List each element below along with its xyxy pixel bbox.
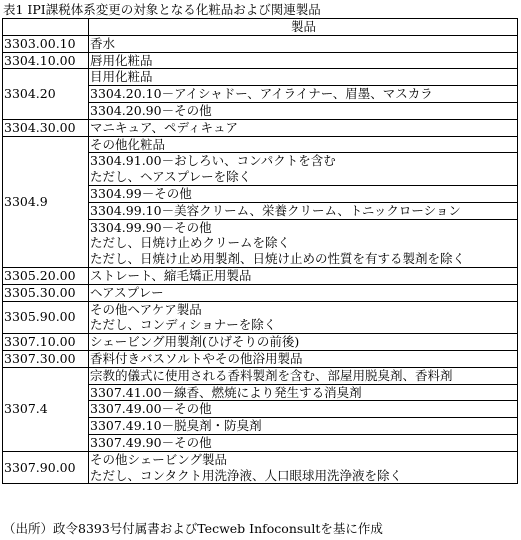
product-description: [89, 451, 518, 484]
product-description: 唇用化粧品: [89, 52, 518, 69]
product-line: 宗教的儀式に使用される香料製剤を含む、部屋用脱臭剤、香料剤: [90, 367, 453, 383]
products-table: [2, 18, 518, 484]
product-description: 香水: [89, 35, 518, 52]
product-line: 3304.91.00－おしろい、コンパクトを含む: [89, 152, 517, 169]
table-row: [3, 350, 518, 367]
product-description: ストレート、縮毛矯正用製品: [89, 267, 518, 284]
hs-code: 3305.30.00: [3, 284, 89, 301]
table-row: [3, 451, 518, 484]
table-row: [3, 136, 518, 267]
header-product: 製品: [89, 19, 518, 36]
source-note: （出所）政令8393号付属書およびTecweb Infoconsultを基に作成: [3, 521, 383, 536]
table-row: [3, 119, 518, 136]
product-line: 3304.99－その他: [89, 185, 517, 202]
table-row: [3, 267, 518, 284]
product-description: ヘアスプレー: [89, 284, 518, 301]
table-row: [3, 284, 518, 301]
product-description: [89, 69, 518, 119]
product-line: その他化粧品: [90, 136, 166, 152]
product-line: 目用化粧品: [90, 69, 153, 85]
hs-code: 3305.20.00: [3, 267, 89, 284]
product-description: 香料付きバスソルトやその他浴用製品: [89, 350, 518, 367]
hs-code: 3303.00.10: [3, 35, 89, 52]
product-line: その他ヘアケア製品: [90, 301, 202, 317]
hs-code: 3304.30.00: [3, 119, 89, 136]
hs-code: 3307.10.00: [3, 334, 89, 351]
product-line: 3304.99.90－その他: [89, 219, 517, 236]
product-description: [89, 136, 518, 267]
table-row: [3, 52, 518, 69]
hs-code: 3305.90.00: [3, 301, 89, 334]
hs-code: 3307.30.00: [3, 350, 89, 367]
product-line: 3304.20.10－アイシャドー、アイライナー、眉墨、マスカラ: [89, 85, 517, 102]
product-line: ただし、ヘアスプレーを除く: [90, 169, 252, 185]
product-line: 3307.41.00－線香、燃焼により発生する消臭剤: [89, 384, 517, 401]
product-line: ただし、日焼け止めクリームを除く: [90, 235, 291, 251]
product-line: 3307.49.00－その他: [89, 400, 517, 417]
header-code: [3, 19, 89, 36]
product-description: [89, 301, 518, 334]
table-row: [3, 35, 518, 52]
hs-code: 3307.4: [3, 367, 89, 451]
table-row: [3, 334, 518, 351]
product-description: [89, 367, 518, 451]
product-line: ただし、コンディショナーを除く: [90, 317, 277, 333]
table-row: [3, 301, 518, 334]
product-line: ただし、コンタクト用洗浄液、人口眼球用洗浄液を除く: [90, 467, 403, 483]
hs-code: 3304.20: [3, 69, 89, 119]
product-line: 3304.99.10－美容クリーム、栄養クリーム、トニックローション: [89, 202, 517, 219]
table-row: [3, 367, 518, 451]
hs-code: 3304.9: [3, 136, 89, 267]
product-line: 3307.49.90－その他: [89, 434, 517, 451]
product-line: ただし、日焼け止め用製剤、日焼け止めの性質を有する製剤を除く: [90, 251, 466, 267]
header-row: [3, 19, 518, 36]
table-title: 表1 IPI課税体系変更の対象となる化粧品および関連製品: [3, 2, 321, 17]
table-row: [3, 69, 518, 119]
product-description: マニキュア、ペディキュア: [89, 119, 518, 136]
hs-code: 3307.90.00: [3, 451, 89, 484]
product-description: シェービング用製剤(ひげそりの前後): [89, 334, 518, 351]
product-line: 3304.20.90－その他: [89, 102, 517, 119]
product-line: 3307.49.10－脱臭剤・防臭剤: [89, 417, 517, 434]
product-line: その他シェービング製品: [90, 451, 228, 467]
hs-code: 3304.10.00: [3, 52, 89, 69]
